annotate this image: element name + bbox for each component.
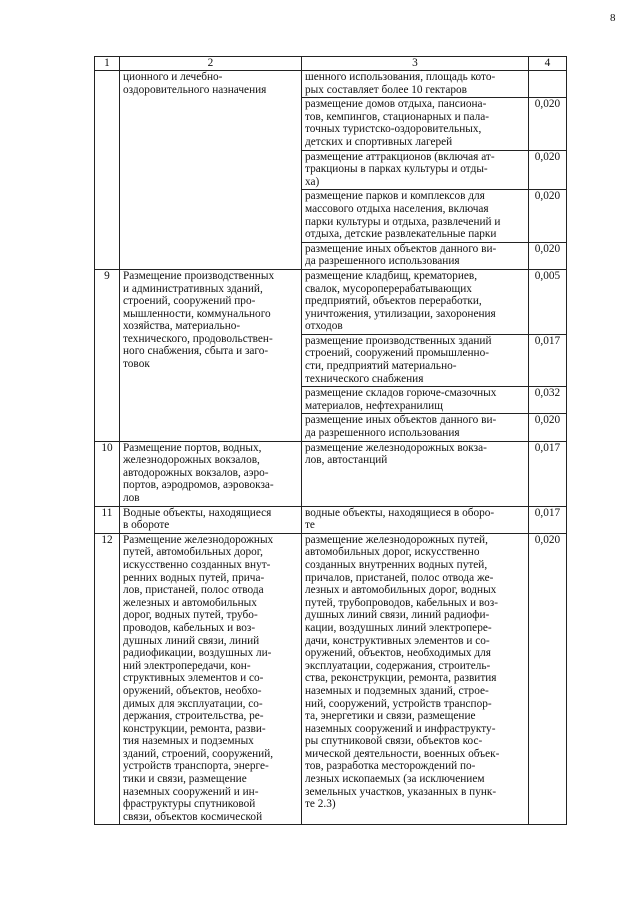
header-col-4: 4 (529, 57, 567, 71)
coefficient-value: 0,020 (529, 242, 567, 269)
land-use-category: ционного и лечебно- оздоровительного назначения (120, 71, 302, 270)
coefficient-value: 0,017 (529, 441, 567, 506)
row-number: 11 (95, 506, 120, 533)
coefficient-value: 0,020 (529, 98, 567, 150)
coefficient-value: 0,017 (529, 506, 567, 533)
land-use-category: Водные объекты, находящиеся в обороте (120, 506, 302, 533)
land-use-category: Размещение производственных и административных зданий, строений, сооружений про- мышленности, коммунального хозяйства, материально- технического, продовольствен- ного снабжения, сбыта и заго- товок (120, 269, 302, 441)
table-header-row (95, 57, 567, 71)
permitted-use-description: размещение железнодорожных путей, автомобильных дорог, искусственно созданных внутренних водных путей, причалов, пристаней, полос отвода же- лезных и автомобильных дорог, водных путей, трубопроводов, кабельных и воз- душных линий связи, линий радиофи- кации, воздушных линий электропере- дачи, конструктивных элементов и со- оружений, объектов, необходимых для эксплуатации, содержания, строитель- ства, реконструкции, ремонта, развития наземных и подземных зданий, строе- ний, сооружений, устройств транспор- та, энергетики и связи, размещение наземных сооружений и инфраструкту- ры спутниковой связи, объектов кос- мической деятельности, военных объек- тов, разработка месторождений по- лезных ископаемых (за исключением земельных участков, указанных в пунк- те 2.3) (302, 533, 529, 825)
coefficient-value: 0,020 (529, 190, 567, 242)
row-number (95, 71, 120, 270)
permitted-use-description: шенного использования, площадь кото- рых составляет более 10 гектаров (302, 71, 529, 98)
land-use-category: Размещение портов, водных, железнодорожных вокзалов, автодорожных вокзалов, аэро- портов, аэродромов, аэровокза- лов (120, 441, 302, 506)
row-number: 10 (95, 441, 120, 506)
coefficient-value: 0,020 (529, 533, 567, 825)
permitted-use-description: размещение аттракционов (включая ат- тракционы в парках культуры и отды- ха) (302, 150, 529, 190)
header-col-2: 2 (120, 57, 302, 71)
permitted-use-description: размещение железнодорожных вокза- лов, автостанций (302, 441, 529, 506)
page-number: 8 (610, 12, 616, 24)
permitted-use-description: размещение складов горюче-смазочных материалов, нефтехранилищ (302, 387, 529, 414)
coefficient-value: 0,020 (529, 414, 567, 441)
table-row (95, 441, 567, 506)
permitted-use-description: размещение кладбищ, крематориев, свалок, мусороперерабатывающих предприятий, объектов переработки, уничтожения, утилизации, захоронения отходов (302, 269, 529, 334)
land-use-category: Размещение железнодорожных путей, автомобильных дорог, искусственно созданных внут- ренних водных путей, прича- лов, пристаней, полос отвода железных и автомобильных дорог, водных путей, трубо- проводов, кабельных и воз- душных линий связи, линий радиофикации, воздушных ли- ний электропередачи, кон- структивных элементов и со- оружений, объектов, необхо- димых для эксплуатации, со- держания, строительства, ре- конструкции, ремонта, разви- тия наземных и подземных зданий, строений, сооружений, устройств транспорта, энерге- тики и связи, размещение наземных сооружений и ин- фраструктуры спутниковой связи, объектов космической (120, 533, 302, 825)
header-col-1: 1 (95, 57, 120, 71)
row-number: 12 (95, 533, 120, 825)
coefficient-value: 0,032 (529, 387, 567, 414)
coefficient-value: 0,017 (529, 334, 567, 386)
table-row (95, 71, 567, 98)
coefficient-value: 0,005 (529, 269, 567, 334)
coefficient-value (529, 71, 567, 98)
permitted-use-description: размещение производственных зданий строений, сооружений промышленно- сти, предприятий материально- технического снабжения (302, 334, 529, 386)
table-row (95, 533, 567, 825)
header-col-3: 3 (302, 57, 529, 71)
permitted-use-description: размещение парков и комплексов для массового отдыха населения, включая парки культуры и отдыха, развлечений и отдыха, детские развлекательные парки (302, 190, 529, 242)
table-row (95, 269, 567, 334)
permitted-use-description: размещение домов отдыха, пансиона- тов, кемпингов, стационарных и пала- точных туристско-оздоровительных, детских и спортивных лагерей (302, 98, 529, 150)
permitted-use-description: размещение иных объектов данного ви- да разрешенного использования (302, 414, 529, 441)
permitted-use-description: водные объекты, находящиеся в оборо- те (302, 506, 529, 533)
land-use-coefficient-table (94, 56, 567, 825)
coefficient-value: 0,020 (529, 150, 567, 190)
permitted-use-description: размещение иных объектов данного ви- да разрешенного использования (302, 242, 529, 269)
row-number: 9 (95, 269, 120, 441)
table-row (95, 506, 567, 533)
